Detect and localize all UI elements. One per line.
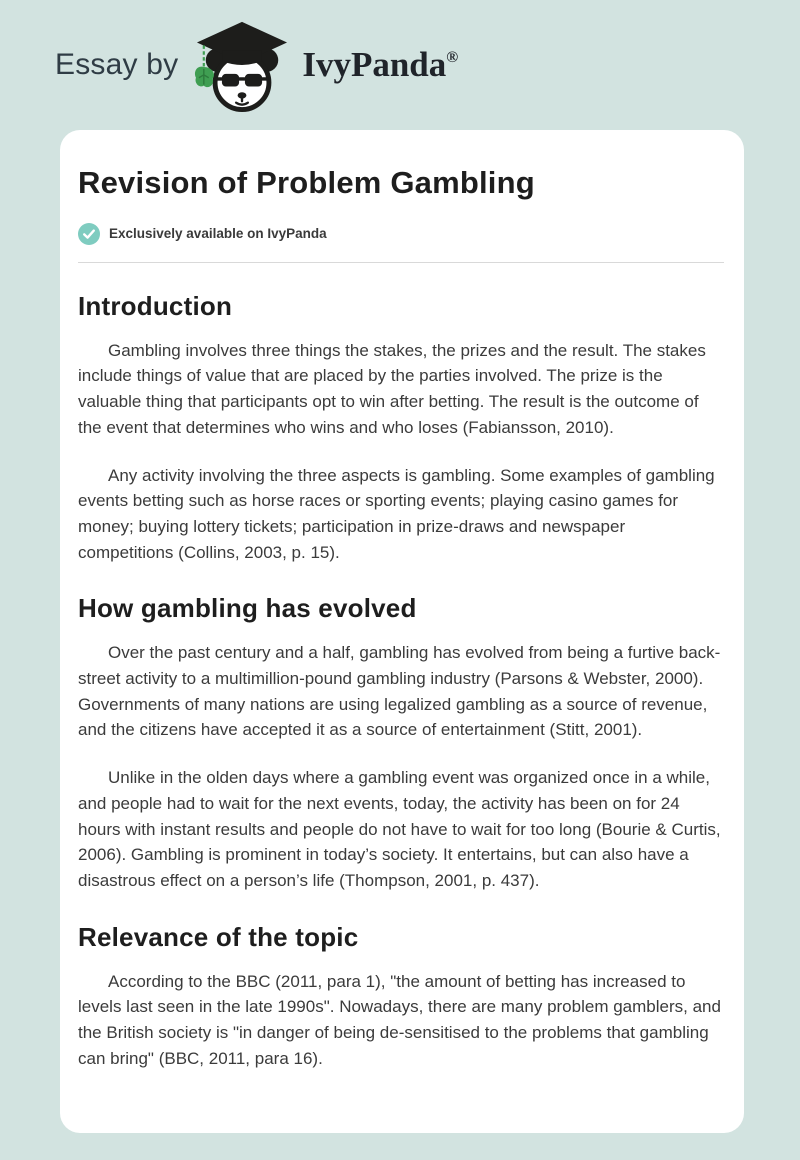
paragraph: According to the BBC (2011, para 1), "the amount of betting has increased to levels last seen in the late 1990s". Nowadays, there are many problem gamblers, and the British society is "in danger of being de-sensitised to the problems that gambling can bring" (BBC, 2011, para 16). [78, 971, 721, 1068]
site-header [0, 0, 800, 130]
paragraph: Unlike in the olden days where a gambling event was organized once in a while, and people had to wait for the next events, today, the activity has been on for 24 hours with instant results and people do not have to wait for too long (Bourie & Curtis, 2006). Gambling is prominent in today’s society. It entertains, but can also have a disastrous effect on a person’s life (Thompson, 2001, p. 437). [78, 768, 721, 890]
section-introduction [78, 291, 724, 566]
paragraph: Over the past century and a half, gambling has evolved from being a furtive back-street activity to a multimillion-pound gambling industry (Parsons & Webster, 2000). Governments of many nations are using legalized gambling as a source of revenue, and the citizens have accepted it as a source of entertainment (Stitt, 2001). [78, 643, 721, 740]
section-how-gambling-has-evolved [78, 593, 724, 893]
registered-trademark: ® [446, 49, 459, 66]
section-heading-relevance: Relevance of the topic [78, 921, 359, 952]
divider [78, 262, 724, 263]
section-heading-evolution: How gambling has evolved [78, 593, 417, 624]
section-heading-introduction: Introduction [78, 290, 233, 321]
essay-title: Revision of Problem Gambling [78, 165, 535, 200]
ivypanda-panda-logo-icon [192, 17, 292, 113]
section-relevance-of-the-topic [78, 922, 724, 1072]
paragraph: Any activity involving the three aspects is gambling. Some examples of gambling events betting such as horse races or sporting events; playing casino games for money; buying lottery tickets; participation in prize-draws and newspaper competitions (Collins, 2003, p. 15). [78, 465, 715, 562]
paragraph: Gambling involves three things the stakes, the prizes and the result. The stakes include things of value that are placed by the parties involved. The prize is the valuable thing that participants opt to win after betting. The result is the outcome of the event that determines who wins and who loses (Fabiansson, 2010). [78, 340, 706, 437]
availability-row [78, 223, 724, 245]
brand-name [302, 45, 458, 85]
brand-text: IvyPanda [302, 45, 447, 84]
availability-label: Exclusively available on IvyPanda [109, 226, 327, 242]
check-circle-icon [78, 223, 100, 245]
essay-by-label: Essay by [55, 48, 179, 81]
essay-card [60, 130, 744, 1133]
